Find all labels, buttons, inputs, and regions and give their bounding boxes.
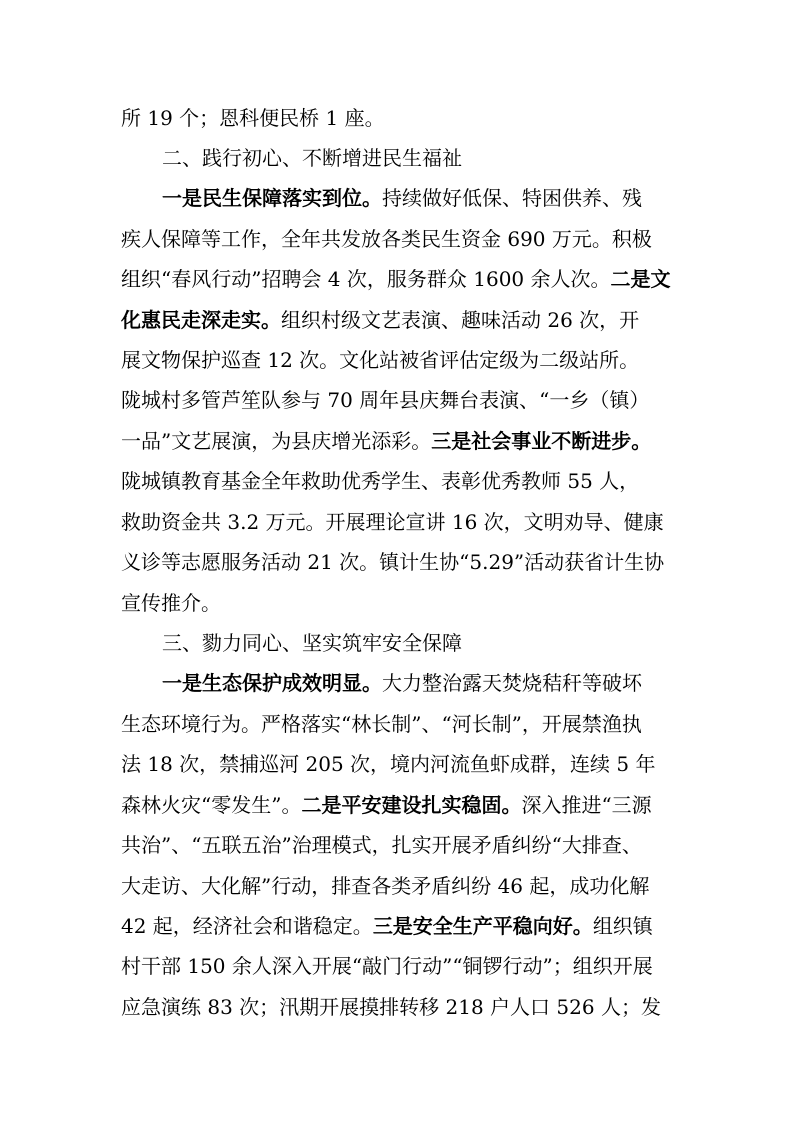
bold-lead-phrase: 化惠民走深走实。: [121, 308, 281, 332]
paragraph-line: [121, 946, 681, 986]
paragraph-line: [121, 542, 681, 582]
paragraph-line: [121, 583, 681, 623]
text-run: 大走访、大化解”行动，排查各类矛盾纠纷 46 起，成功化解: [121, 874, 650, 898]
bold-lead-phrase: 三是安全生产平稳向好。: [372, 914, 593, 938]
text-run: 组织村级文艺表演、趣味活动 26 次，开: [281, 308, 640, 332]
text-run: 一品”文艺展演，为县庆增光添彩。: [121, 429, 432, 453]
paragraph-line: [121, 98, 681, 138]
text-run: 二、践行初心、不断增进民生福祉: [162, 146, 462, 170]
paragraph-line: [121, 300, 681, 340]
text-run: 持续做好低保、特困供养、残: [382, 186, 642, 210]
section-heading: [162, 138, 682, 178]
paragraph-line: [121, 461, 681, 501]
paragraph-line: [121, 219, 681, 259]
bold-lead-phrase: 二是文: [610, 267, 671, 291]
paragraph-line: [162, 663, 682, 703]
text-run: 村干部 150 余人深入开展“敲门行动”“铜锣行动”；组织开展: [121, 954, 653, 978]
text-run: 法 18 次，禁捕巡河 205 次，境内河流鱼虾成群，连续 5 年: [121, 752, 656, 776]
paragraph-line: [121, 502, 681, 542]
bold-lead-phrase: 一是生态保护成效明显。: [162, 671, 382, 695]
paragraph-line: [121, 259, 681, 299]
paragraph-line: [121, 704, 681, 744]
text-run: 宣传推介。: [121, 591, 221, 615]
text-run: 三、勠力同心、坚实筑牢安全保障: [162, 631, 462, 655]
paragraph-line: [121, 421, 681, 461]
paragraph-line: [121, 380, 681, 420]
text-run: 生态环境行为。严格落实“林长制”、“河长制”，开展禁渔执: [121, 712, 642, 736]
paragraph-line: [121, 340, 681, 380]
section-heading: [162, 623, 682, 663]
text-run: 森林火灾“零发生”。: [121, 793, 302, 817]
text-run: 共治”、“五联五治”治理模式，扎实开展矛盾纠纷“大排查、: [121, 833, 642, 857]
text-run: 救助资金共 3.2 万元。开展理论宣讲 16 次，文明劝导、健康: [121, 510, 664, 534]
text-run: 组织镇: [592, 914, 653, 938]
text-run: 陇城村多管芦笙队参与 70 周年县庆舞台表演、“一乡（镇）: [121, 388, 650, 412]
paragraph-line: [121, 906, 681, 946]
bold-lead-phrase: 一是民生保障落实到位。: [162, 186, 382, 210]
paragraph-line: [121, 866, 681, 906]
paragraph-line: [162, 178, 682, 218]
text-run: 42 起，经济社会和谐稳定。: [121, 914, 373, 938]
text-run: 所 19 个；恩科便民桥 1 座。: [121, 106, 385, 130]
text-run: 义诊等志愿服务活动 21 次。镇计生协“5.29”活动获省计生协: [121, 550, 665, 574]
paragraph-line: [121, 987, 681, 1027]
text-run: 大力整治露天焚烧秸秆等破坏: [382, 671, 642, 695]
text-run: 应急演练 83 次；汛期开展摸排转移 218 户人口 526 人；发: [121, 995, 661, 1019]
text-run: 疾人保障等工作，全年共发放各类民生资金 690 万元。积极: [121, 227, 652, 251]
paragraph-line: [121, 825, 681, 865]
bold-lead-phrase: 二是平安建设扎实稳固。: [301, 793, 522, 817]
paragraph-line: [121, 744, 681, 784]
text-run: 深入推进“三源: [521, 793, 652, 817]
text-run: 组织“春风行动”招聘会 4 次，服务群众 1600 余人次。: [121, 267, 611, 291]
text-run: 陇城镇教育基金全年救助优秀学生、表彰优秀教师 55 人，: [121, 469, 640, 493]
bold-lead-phrase: 三是社会事业不断进步。: [431, 429, 652, 453]
text-run: 展文物保护巡查 12 次。文化站被省评估定级为二级站所。: [121, 348, 640, 372]
paragraph-line: [121, 785, 681, 825]
